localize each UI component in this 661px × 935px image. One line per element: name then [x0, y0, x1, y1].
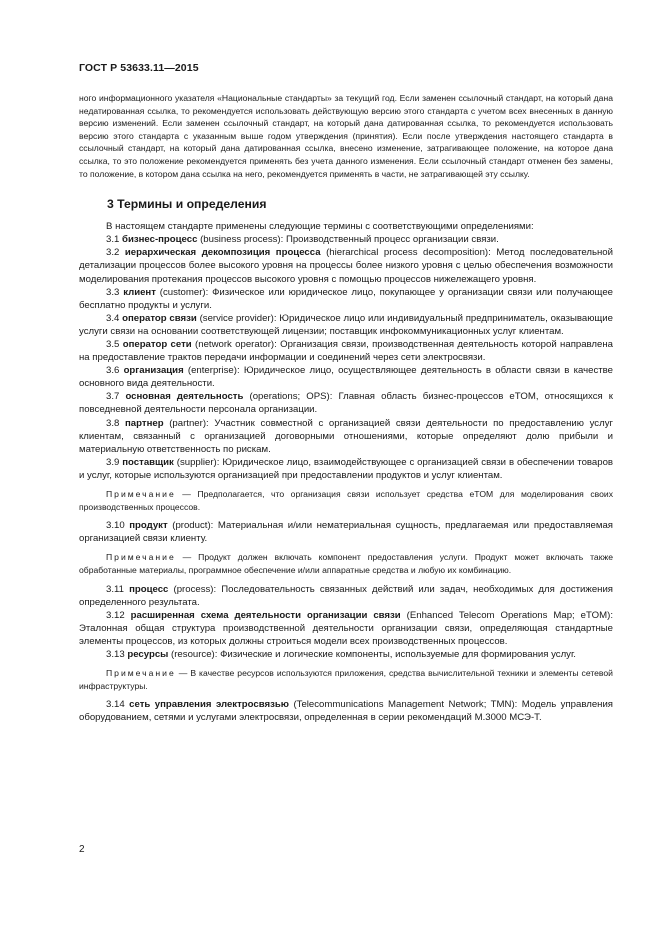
term-number: 3.3: [106, 286, 120, 298]
page-content: [79, 92, 613, 725]
term-number: 3.7: [106, 391, 120, 403]
term-name: иерархическая декомпозиция процесса: [124, 247, 321, 259]
term-number: 3.10: [106, 520, 125, 532]
term-number: 3.4: [106, 312, 120, 324]
term-definition: (network operator): Организация связи, производственная деятельность которой направлена на предоставление трактов передачи информации и соединений через сети электросвязи.: [79, 339, 613, 364]
term-number: 3.14: [106, 699, 125, 711]
term-entry: [79, 246, 613, 285]
section-title: 3 Термины и определения: [107, 197, 267, 212]
term-note: [79, 551, 613, 576]
term-entry: [79, 338, 613, 364]
term-definition: (partner): Участник совместной с организацией связи деятельности по предоставлению услуг клиентам, связанный с организацией договорными отношениями, которые определяют долю прибыли и материальную ответственность по рискам.: [79, 417, 613, 455]
term-entry: [79, 390, 613, 416]
term-number: 3.8: [106, 417, 120, 429]
term-number: 3.12: [106, 609, 125, 621]
term-entry: [79, 312, 613, 338]
term-name: организация: [123, 365, 184, 377]
term-definition: (operations; OPS): Главная область бизнес-процессов eTOM, относящихся к повседневной деятельности персонала организации.: [79, 391, 613, 416]
intro-paragraph: ного информационного указателя «Национальные стандарты» за текущий год. Если заменен ссылочный стандарт, на который дана недатированная ссылка, то рекомендуется использовать действующую версию этого стандарта с учетом всех внесенных в данную версию изменений. Если заменен ссылочный стандарт, на который дана датированная ссылка, то рекомендуется использовать версию этого стандарта с указанным выше годом утверждения (принятия). Если после утверждения настоящего стандарта в ссылочный стандарт, на который дана датированная ссылка, внесено изменение, затрагивающее положение, на которое дана ссылка, то это положение рекомендуется применять без учета данного изменения. Если ссылочный стандарт отменен без замены, то положение, в котором дана ссылка на него, рекомендуется применять в части, не затрагивающей эту ссылку.: [79, 93, 613, 179]
note-text: — Продукт должен включать компонент предоставления услуги. Продукт может включать также обработанные материалы, программное обеспечение и/или аппаратные средства и любую их комбинацию.: [79, 552, 613, 575]
term-definition: (Enhanced Telecom Operations Map; eTOM): Эталонная общая структура производственной деятельности организации связи, определяющая стандартные элементы процессов, из которых должны строиться модели всех производственных процессов.: [79, 609, 613, 647]
term-entry: [79, 233, 613, 246]
term-definition: (product): Материальная и/или нематериальная сущность, предлагаемая или предоставляемая организацией связи клиенту.: [79, 520, 613, 545]
term-name: сеть управления электросвязью: [129, 699, 289, 711]
term-entry: [79, 609, 613, 648]
term-name: ресурсы: [127, 649, 169, 661]
term-name: расширенная схема деятельности организации связи: [130, 609, 401, 621]
term-name: поставщик: [122, 456, 174, 468]
term-name: партнер: [125, 417, 164, 429]
term-name: клиент: [123, 286, 156, 298]
note-text: — В качестве ресурсов используются приложения, средства вычислительной техники и элементы сетевой инфраструктуры.: [79, 668, 613, 691]
term-name: продукт: [129, 520, 168, 532]
standard-header: ГОСТ Р 53633.11—2015: [79, 62, 199, 74]
term-definition: (resource): Физические и логические компоненты, используемые для формирования услуг.: [168, 649, 576, 661]
term-definition: (enterprise): Юридическое лицо, осуществляющее деятельность в области связи в качестве основного вида деятельности.: [79, 365, 613, 390]
term-number: 3.9: [106, 456, 120, 468]
term-number: 3.11: [106, 583, 124, 595]
term-definition: (service provider): Юридическое лицо или индивидуальный предприниматель, оказывающие услуги связи на основании соответствующей лицензии; поставщик инфокоммуникационных услуг клиентам.: [79, 312, 613, 337]
term-entry: [79, 417, 613, 456]
note-label: Примечание: [106, 489, 176, 500]
term-entry: [79, 648, 613, 661]
term-entry: [79, 519, 613, 545]
term-name: оператор связи: [122, 312, 197, 324]
term-entry: [79, 364, 613, 390]
term-definition: (hierarchical process decomposition): Метод последовательной детализации процессов более высокого уровня на процессы более низкого уровня с целью обеспечения возможности моделирования протекания процессов высокого уровня с помощью процессов нижележащего уровня.: [79, 247, 613, 285]
note-text: — Предполагается, что организация связи использует средства eTOM для моделирования своих производственных процессов.: [79, 489, 613, 512]
section-lead: В настоящем стандарте применены следующие термины с соответствующими определениями:: [106, 221, 534, 233]
term-definition: (business process): Производственный процесс организации связи.: [197, 234, 499, 246]
term-definition: (Telecommunications Management Network; TMN): Модель управления оборудованием, сетями и услугами электросвязи, определенная в серии рекомендаций М.3000 МСЭ-Т.: [79, 699, 614, 724]
page-number: 2: [79, 844, 85, 855]
term-name: бизнес-процесс: [122, 234, 198, 246]
term-note: [79, 667, 613, 692]
term-entry: [79, 286, 613, 312]
term-entry: [79, 583, 613, 609]
term-number: 3.5: [106, 339, 120, 350]
term-entry: [79, 456, 613, 482]
term-definition: (process): Последовательность связанных действий или задач, необходимых для достижения определенного результата.: [79, 583, 614, 608]
term-name: процесс: [129, 583, 169, 595]
term-entry: [79, 698, 613, 724]
term-definition: (customer): Физическое или юридическое лицо, покупающее у организации связи или получающее бесплатно продукты и услуги.: [79, 286, 613, 311]
term-number: 3.1: [106, 234, 120, 246]
note-label: Примечание: [106, 668, 176, 679]
term-number: 3.13: [106, 649, 125, 661]
term-name: оператор сети: [122, 339, 192, 350]
note-label: Примечание: [106, 552, 176, 563]
term-name: основная деятельность: [125, 391, 244, 403]
term-note: [79, 488, 613, 513]
term-definition: (supplier): Юридическое лицо, взаимодействующее с организацией связи в обеспечении товаров и услуг, которые используются организацией при предоставлении продуктов и услуг клиентам.: [79, 456, 613, 481]
term-number: 3.6: [106, 365, 120, 377]
term-number: 3.2: [106, 247, 120, 259]
